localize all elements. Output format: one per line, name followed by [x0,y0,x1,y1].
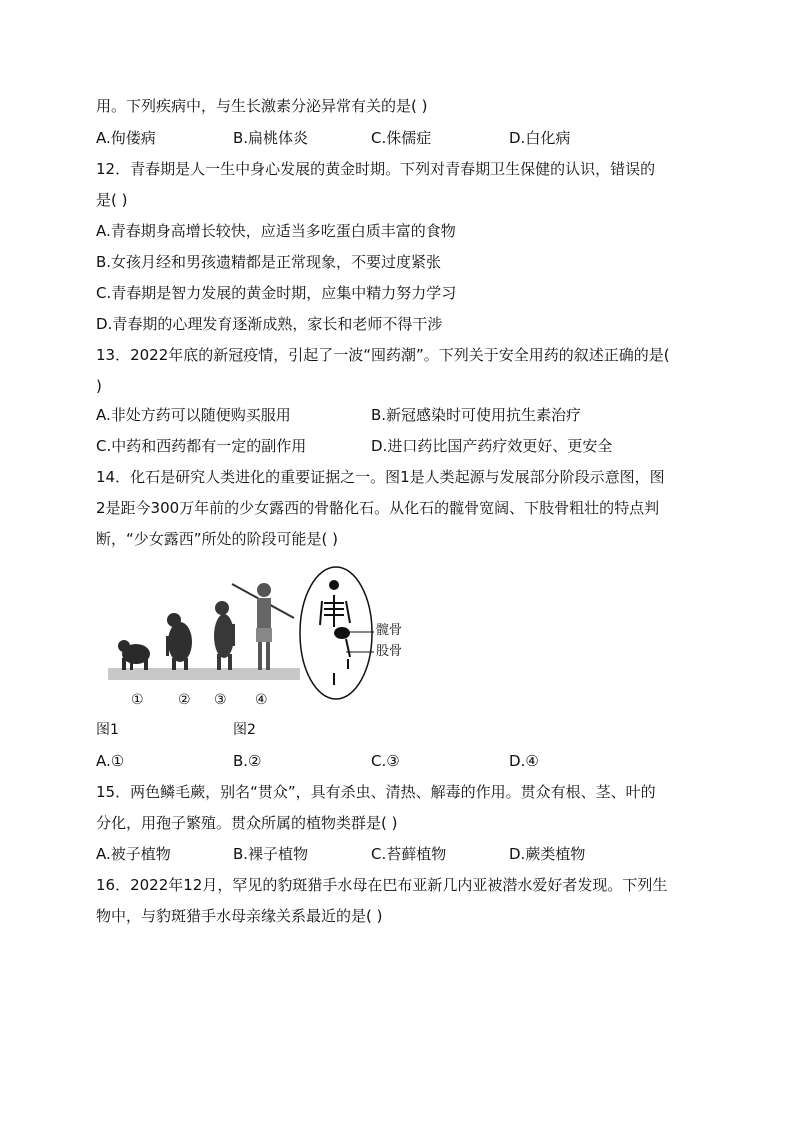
q15-option-d: D.蕨类植物 [509,845,586,863]
stage-label-2: ② [178,692,191,708]
figure-1-evolution-illustration [108,572,300,708]
q14-option-d: D.④ [509,752,539,770]
q15-option-a: A.被子植物 [96,845,171,863]
caption-figure-1: 图1 [96,722,119,738]
q16-stem-line1: 16．2022年12月，罕见的豹斑猎手水母在巴布亚新几内亚被潜水爱好者发现。下列生 [96,876,668,894]
stage-label-1: ① [131,692,144,708]
stage-2-figure [166,613,192,670]
q14-stem-line2: 2是距今300万年前的少女露西的骨骼化石。从化石的髋骨宽阔、下肢骨粗壮的特点判 [96,499,660,517]
stage-3-figure [214,601,235,670]
q16-stem-line2: 物中，与豹斑猎手水母亲缘关系最近的是( ) [96,907,383,925]
q11-stem: 用。下列疾病中，与生长激素分泌异常有关的是( ) [96,97,428,115]
q12-option-c: C.青春期是智力发展的黄金时期，应集中精力努力学习 [96,284,457,302]
q14-stem-line3: 断，“少女露西”所处的阶段可能是( ) [96,530,339,548]
stage-label-4: ④ [255,692,268,708]
stage-label-3: ③ [214,692,227,708]
q12-option-a: A.青春期身高增长较快，应适当多吃蛋白质丰富的食物 [96,222,456,240]
label-hip-bone: 髋骨 [376,623,403,638]
stage-1-figure [118,640,150,670]
q13-option-c: C.中药和西药都有一定的副作用 [96,437,307,455]
q13-option-b: B.新冠感染时可使用抗生素治疗 [371,406,582,424]
q14-stem-line1: 14．化石是研究人类进化的重要证据之一。图1是人类起源与发展部分阶段示意图，图 [96,468,665,486]
q14-option-c: C.③ [371,752,400,770]
caption-figure-2: 图2 [233,722,256,738]
q13-stem-line2: ) [96,377,102,395]
q11-option-d: D.白化病 [509,129,571,147]
q12-stem-line1: 12．青春期是人一生中身心发展的黄金时期。下列对青春期卫生保健的认识，错误的 [96,160,656,178]
q13-option-a: A.非处方药可以随便购买服用 [96,406,291,424]
label-pointer-lines [346,628,376,658]
q13-option-d: D.进口药比国产药疗效更好、更安全 [371,437,613,455]
q12-stem-line2: 是( ) [96,191,128,209]
q11-option-a: A.佝偻病 [96,129,156,147]
q12-option-d: D.青春期的心理发育逐渐成熟，家长和老师不得干涉 [96,315,443,333]
q11-option-b: B.扁桃体炎 [233,129,309,147]
q15-option-c: C.苔藓植物 [371,845,447,863]
ground-strip [108,668,300,680]
q14-option-a: A.① [96,752,125,770]
stage-4-figure [232,583,294,670]
q15-stem-line1: 15．两色鳞毛蕨，别名“贯众”，具有杀虫、清热、解毒的作用。贯众有根、茎、叶的 [96,783,656,801]
q13-stem-line1: 13．2022年底的新冠疫情，引起了一波“囤药潮”。下列关于安全用药的叙述正确的是( [96,346,670,364]
q11-option-c: C.侏儒症 [371,129,432,147]
q14-option-b: B.② [233,752,262,770]
q15-option-b: B.裸子植物 [233,845,309,863]
q15-stem-line2: 分化，用孢子繁殖。贯众所属的植物类群是( ) [96,814,398,832]
q12-option-b: B.女孩月经和男孩遗精都是正常现象，不要过度紧张 [96,253,442,271]
label-femur: 股骨 [376,644,403,659]
